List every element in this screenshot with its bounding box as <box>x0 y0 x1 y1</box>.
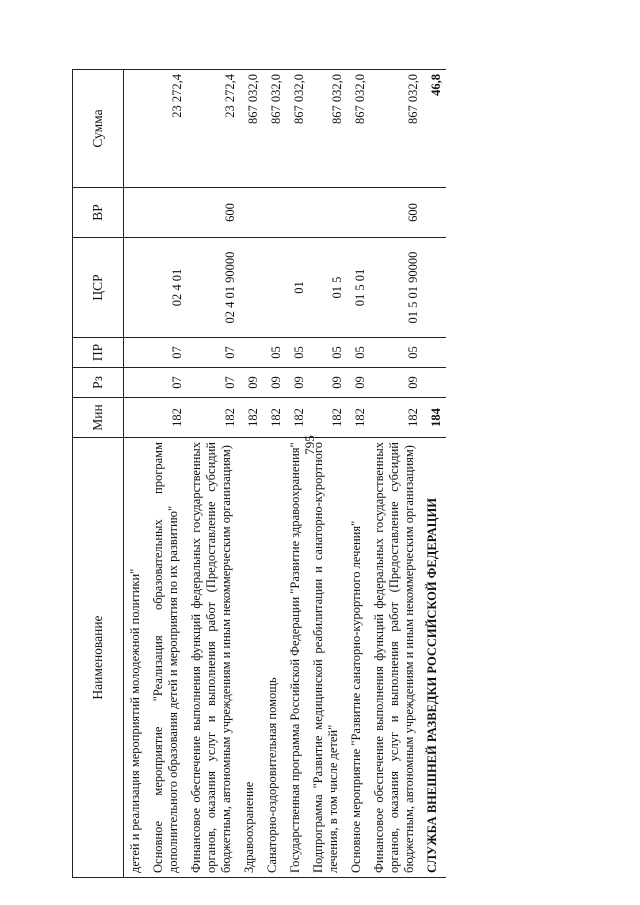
header-sum: Сумма <box>73 70 124 188</box>
cell-pr <box>240 338 263 368</box>
cell-name: Государственная программа Российской Федерации "Развитие здравоохранения" <box>286 438 309 878</box>
table-row <box>370 70 423 878</box>
cell-sum: 23 272,4 <box>149 70 187 188</box>
cell-sum <box>124 70 150 188</box>
cell-min: 182 <box>370 398 423 438</box>
cell-min: 184 <box>423 398 446 438</box>
cell-sum: 867 032,0 <box>240 70 263 188</box>
cell-csr: 01 <box>286 238 309 338</box>
cell-sum: 867 032,0 <box>309 70 347 188</box>
table-row <box>187 70 240 878</box>
cell-pr: 05 <box>309 338 347 368</box>
cell-rz: 09 <box>370 368 423 398</box>
budget-table <box>72 69 446 878</box>
cell-sum: 867 032,0 <box>263 70 286 188</box>
cell-rz: 09 <box>347 368 370 398</box>
table-row <box>240 70 263 878</box>
cell-csr <box>423 238 446 338</box>
rotated-table-container <box>72 70 548 878</box>
cell-vr <box>423 188 446 238</box>
table-row <box>347 70 370 878</box>
cell-csr: 01 5 01 <box>347 238 370 338</box>
cell-rz <box>124 368 150 398</box>
cell-rz: 07 <box>149 368 187 398</box>
cell-name: Санаторно-оздоровительная помощь <box>263 438 286 878</box>
cell-name: Подпрограмма "Развитие медицинской реабилитации и санаторно-курортного лечения, в том числе детей" <box>309 438 347 878</box>
header-csr: ЦСР <box>73 238 124 338</box>
cell-name: Финансовое обеспечение выполнения функций федеральных государственных органов, оказания услуг и выполнения работ (Предоставление субсидий бюджетным, автономным учреждениям и иным некоммерческим организациям) <box>187 438 240 878</box>
cell-csr: 02 4 01 90000 <box>187 238 240 338</box>
cell-min: 182 <box>263 398 286 438</box>
cell-pr <box>124 338 150 368</box>
cell-sum: 867 032,0 <box>347 70 370 188</box>
table-row <box>423 70 446 878</box>
cell-min: 182 <box>149 398 187 438</box>
cell-pr: 05 <box>286 338 309 368</box>
cell-csr <box>124 238 150 338</box>
cell-name: СЛУЖБА ВНЕШНЕЙ РАЗВЕДКИ РОССИЙСКОЙ ФЕДЕРАЦИИ <box>423 438 446 878</box>
table-row <box>124 70 150 878</box>
table-row <box>309 70 347 878</box>
cell-min <box>124 398 150 438</box>
cell-name: Финансовое обеспечение выполнения функций федеральных государственных органов, оказания услуг и выполнения работ (Предоставление субсидий бюджетным, автономным учреждениям и иным некоммерческим организациям) <box>370 438 423 878</box>
cell-pr <box>423 338 446 368</box>
cell-sum: 46,8 <box>423 70 446 188</box>
cell-vr <box>347 188 370 238</box>
cell-pr: 05 <box>347 338 370 368</box>
cell-csr: 01 5 01 90000 <box>370 238 423 338</box>
cell-pr: 05 <box>263 338 286 368</box>
cell-rz: 09 <box>286 368 309 398</box>
cell-pr: 05 <box>370 338 423 368</box>
cell-pr: 07 <box>187 338 240 368</box>
cell-vr <box>309 188 347 238</box>
header-vr: ВР <box>73 188 124 238</box>
cell-name: Основное мероприятие "Развитие санаторно-курортного лечения" <box>347 438 370 878</box>
header-rz: Рз <box>73 368 124 398</box>
cell-vr <box>240 188 263 238</box>
cell-pr: 07 <box>149 338 187 368</box>
cell-vr: 600 <box>370 188 423 238</box>
cell-csr: 01 5 <box>309 238 347 338</box>
cell-name: Основное мероприятие "Реализация образовательных программ дополнительного образования детей и мероприятия по их развитию" <box>149 438 187 878</box>
cell-rz: 09 <box>309 368 347 398</box>
cell-name: детей и реализация мероприятий молодежной политики" <box>124 438 150 878</box>
cell-vr <box>124 188 150 238</box>
header-name: Наименование <box>73 438 124 878</box>
cell-min: 182 <box>347 398 370 438</box>
header-pr: ПР <box>73 338 124 368</box>
cell-name: Здравоохранение <box>240 438 263 878</box>
cell-csr <box>240 238 263 338</box>
table-body <box>124 70 447 878</box>
cell-vr <box>263 188 286 238</box>
cell-vr <box>286 188 309 238</box>
cell-rz: 09 <box>240 368 263 398</box>
table-row <box>286 70 309 878</box>
cell-vr <box>149 188 187 238</box>
cell-sum: 23 272,4 <box>187 70 240 188</box>
page-number: 795 <box>301 435 317 455</box>
cell-rz <box>423 368 446 398</box>
cell-min: 182 <box>309 398 347 438</box>
table-header-row <box>73 70 124 878</box>
table-row <box>149 70 187 878</box>
cell-csr <box>263 238 286 338</box>
cell-csr: 02 4 01 <box>149 238 187 338</box>
cell-sum: 867 032,0 <box>286 70 309 188</box>
cell-rz: 07 <box>187 368 240 398</box>
cell-min: 182 <box>240 398 263 438</box>
cell-min: 182 <box>286 398 309 438</box>
cell-vr: 600 <box>187 188 240 238</box>
cell-rz: 09 <box>263 368 286 398</box>
cell-min: 182 <box>187 398 240 438</box>
table-row <box>263 70 286 878</box>
cell-sum: 867 032,0 <box>370 70 423 188</box>
header-min: Мин <box>73 398 124 438</box>
